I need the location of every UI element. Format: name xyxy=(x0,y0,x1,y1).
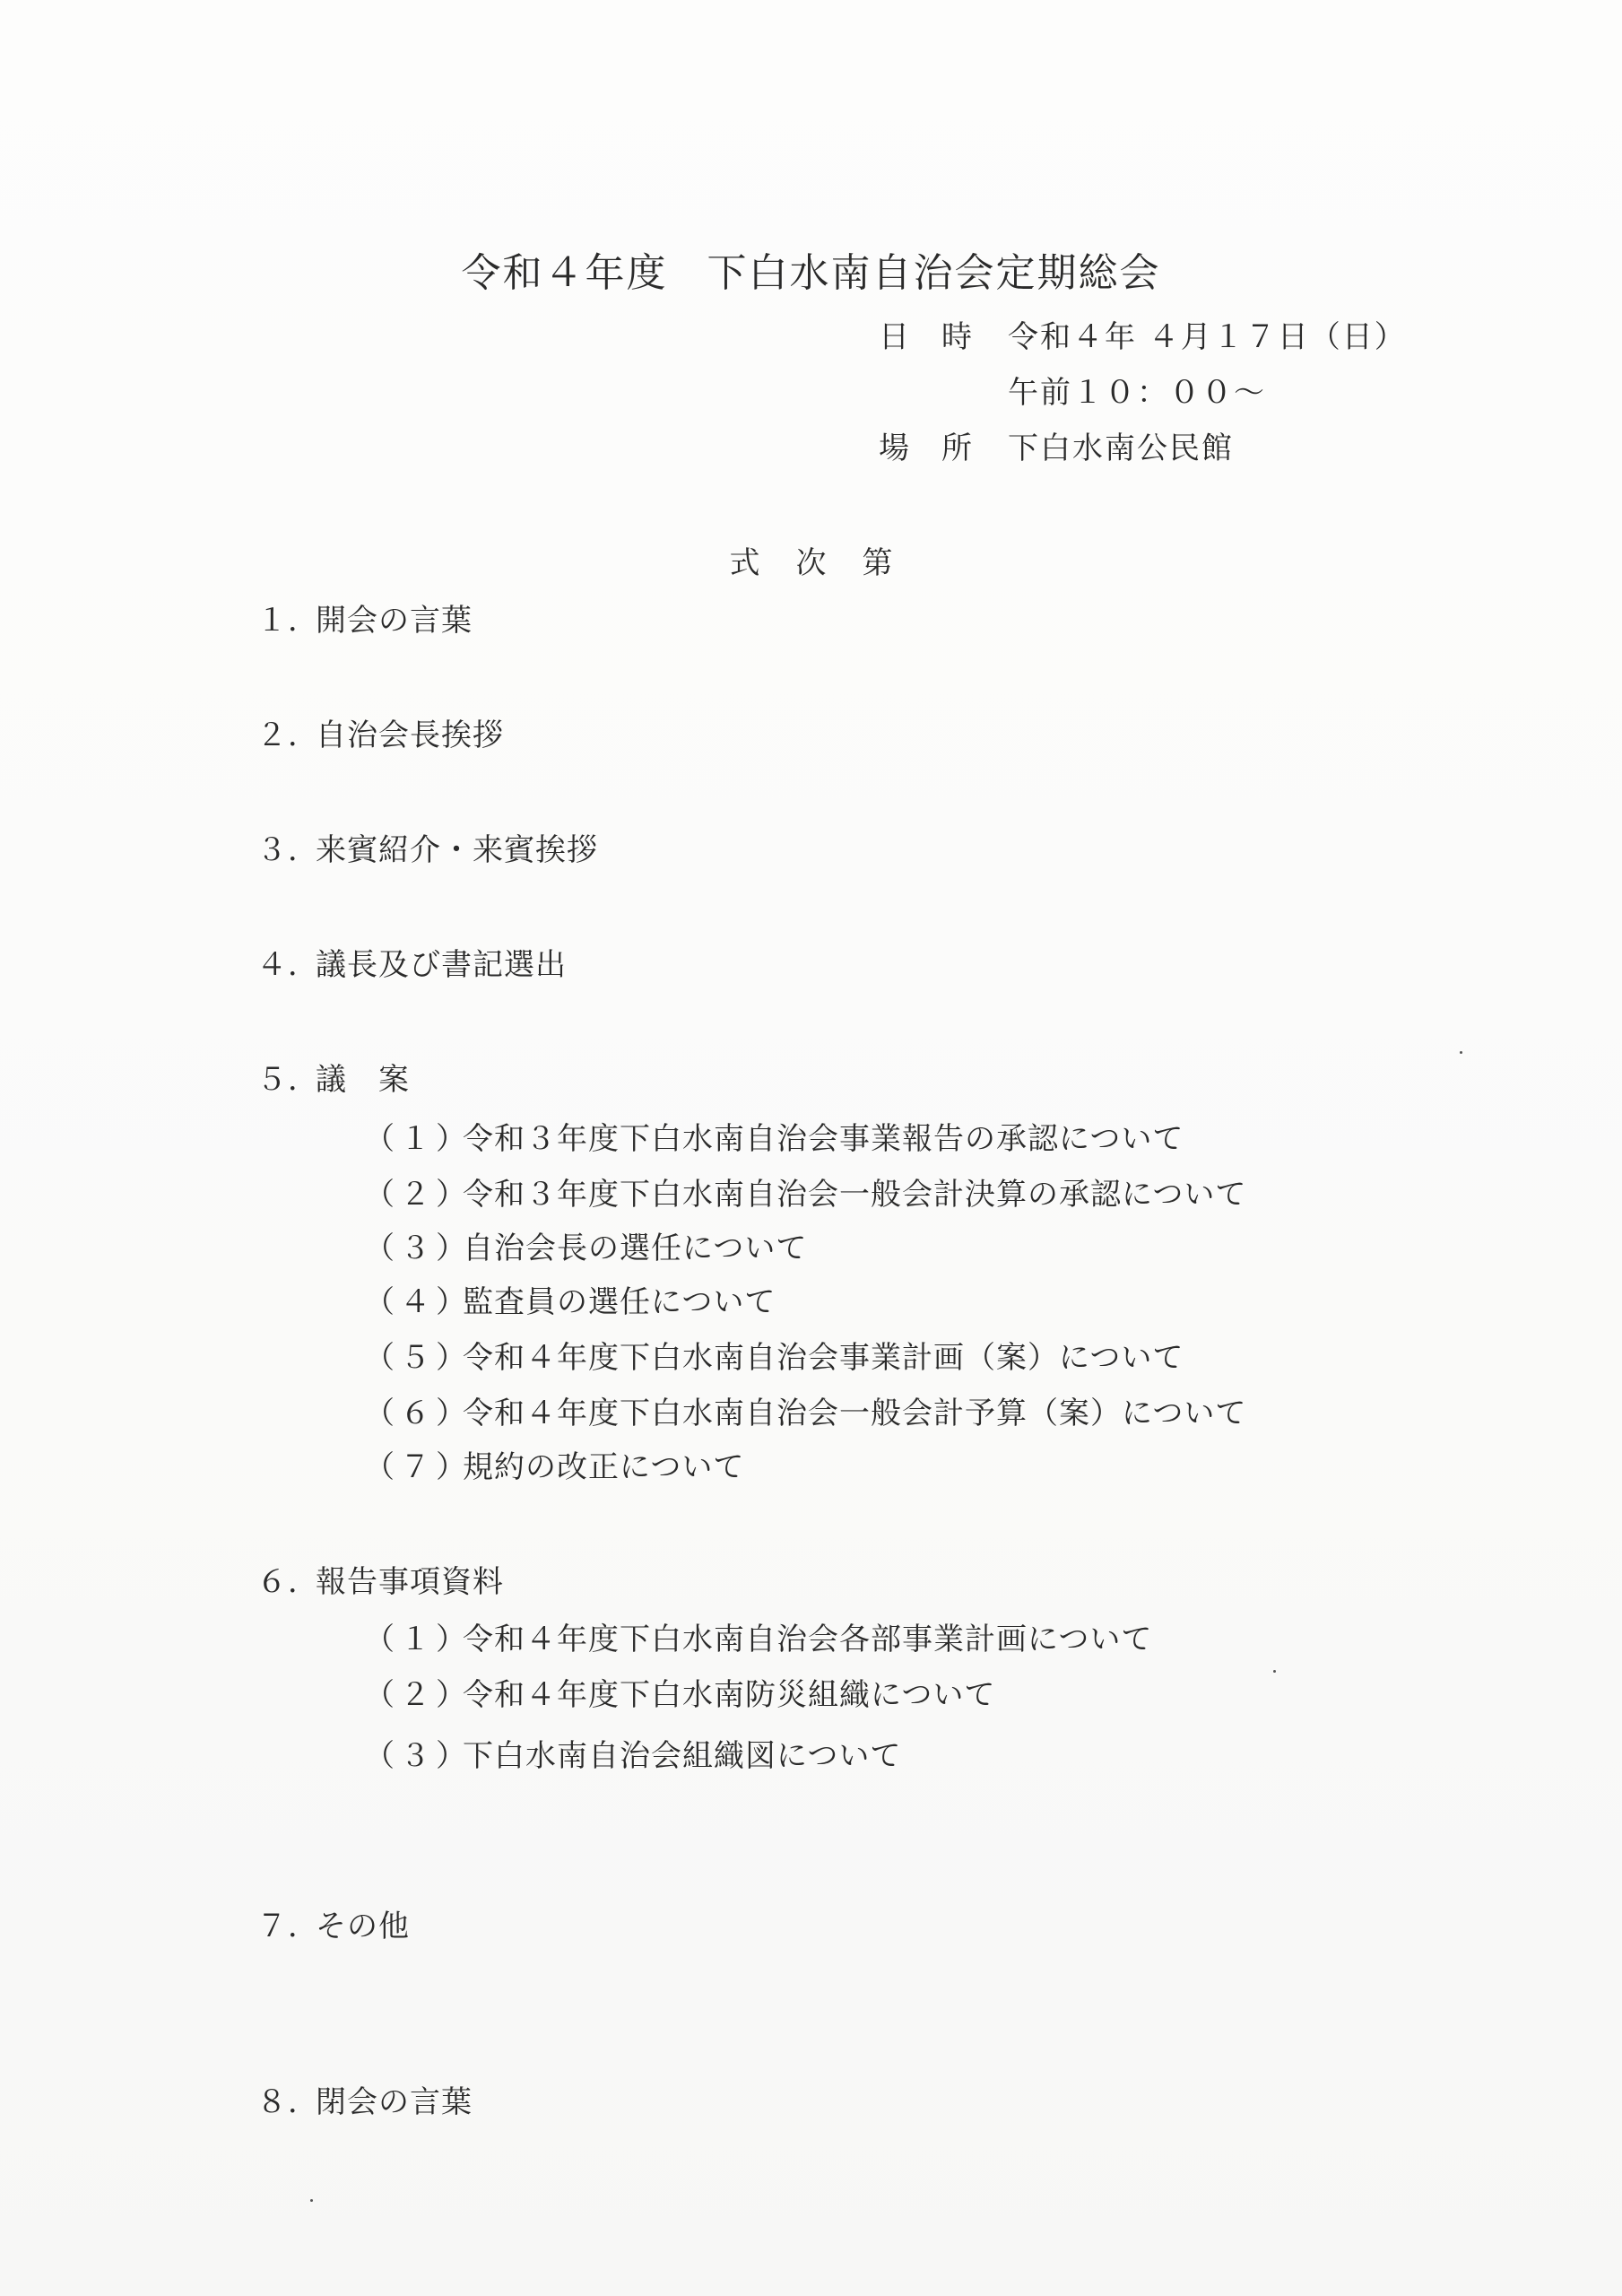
scan-speck xyxy=(1273,1670,1276,1673)
agenda-number: （２） xyxy=(364,1177,472,1213)
program-item xyxy=(256,2077,473,2121)
agenda-item xyxy=(364,1170,1246,1213)
report-number: （１） xyxy=(364,1622,472,1657)
item-number: ７． xyxy=(256,1909,319,1944)
datetime-label: 日時 xyxy=(879,319,1004,355)
scan-speck xyxy=(1460,1051,1462,1054)
item-label: 報告事項資料 xyxy=(316,1564,504,1600)
scan-speck xyxy=(310,2199,313,2202)
report-item xyxy=(364,1614,1152,1658)
report-item xyxy=(364,1670,995,1714)
report-number: （２） xyxy=(364,1677,472,1713)
agenda-number: （７） xyxy=(364,1449,472,1485)
agenda-label: 自治会長の選任について xyxy=(463,1231,808,1266)
item-number: １． xyxy=(256,603,319,639)
item-label: 開会の言葉 xyxy=(316,603,473,639)
program-item xyxy=(256,1557,504,1601)
time-value: 午前１０：００～ xyxy=(1008,375,1266,411)
program-heading: 式次第 xyxy=(729,545,929,581)
program-item xyxy=(256,1901,410,1945)
agenda-item xyxy=(364,1333,1184,1377)
agenda-item xyxy=(364,1114,1184,1158)
agenda-item xyxy=(364,1223,807,1267)
program-item xyxy=(256,1055,410,1099)
agenda-number: （６） xyxy=(364,1396,472,1431)
agenda-number: （３） xyxy=(364,1231,472,1266)
title-meeting-name: 下白水南自治会定期総会 xyxy=(707,250,1161,296)
title-fiscal-year: 令和４年度 xyxy=(461,250,668,296)
item-label: 自治会長挨拶 xyxy=(316,718,504,753)
agenda-number: （５） xyxy=(364,1340,472,1376)
agenda-item xyxy=(364,1442,744,1486)
agenda-label: 令和３年度下白水南自治会一般会計決算の承認について xyxy=(463,1177,1247,1213)
item-number: ３． xyxy=(256,832,319,868)
item-label: 議 案 xyxy=(316,1062,410,1098)
report-item xyxy=(364,1731,901,1775)
item-number: ６． xyxy=(256,1564,319,1600)
item-label: その他 xyxy=(316,1909,410,1944)
item-label: 閉会の言葉 xyxy=(316,2084,473,2120)
agenda-label: 令和３年度下白水南自治会事業報告の承認について xyxy=(463,1121,1184,1157)
program-item xyxy=(256,710,504,754)
item-number: ４． xyxy=(256,947,319,983)
document-title xyxy=(0,240,1622,298)
agenda-item xyxy=(364,1388,1246,1432)
datetime-value: 令和４年 ４月１７日（日） xyxy=(1008,319,1407,355)
item-number: ２． xyxy=(256,718,319,753)
item-label: 来賓紹介・来賓挨拶 xyxy=(316,832,598,868)
program-item xyxy=(256,825,598,869)
program-item xyxy=(256,940,567,984)
report-label: 下白水南自治会組織図について xyxy=(463,1738,902,1774)
place-value: 下白水南公民館 xyxy=(1008,430,1234,466)
program-item xyxy=(256,596,473,639)
agenda-number: （４） xyxy=(364,1284,472,1320)
agenda-label: 令和４年度下白水南自治会事業計画（案）について xyxy=(463,1340,1184,1376)
agenda-label: 規約の改正について xyxy=(463,1449,745,1485)
item-number: ５． xyxy=(256,1062,319,1098)
agenda-number: （１） xyxy=(364,1121,472,1157)
agenda-label: 令和４年度下白水南自治会一般会計予算（案）について xyxy=(463,1396,1247,1431)
report-label: 令和４年度下白水南自治会各部事業計画について xyxy=(463,1622,1153,1657)
item-number: ８． xyxy=(256,2084,319,2120)
agenda-item xyxy=(364,1277,776,1321)
agenda-label: 監査員の選任について xyxy=(463,1284,776,1320)
report-number: （３） xyxy=(364,1738,472,1774)
item-label: 議長及び書記選出 xyxy=(316,947,567,983)
place-label: 場所 xyxy=(879,430,1004,466)
report-label: 令和４年度下白水南防災組織について xyxy=(463,1677,996,1713)
